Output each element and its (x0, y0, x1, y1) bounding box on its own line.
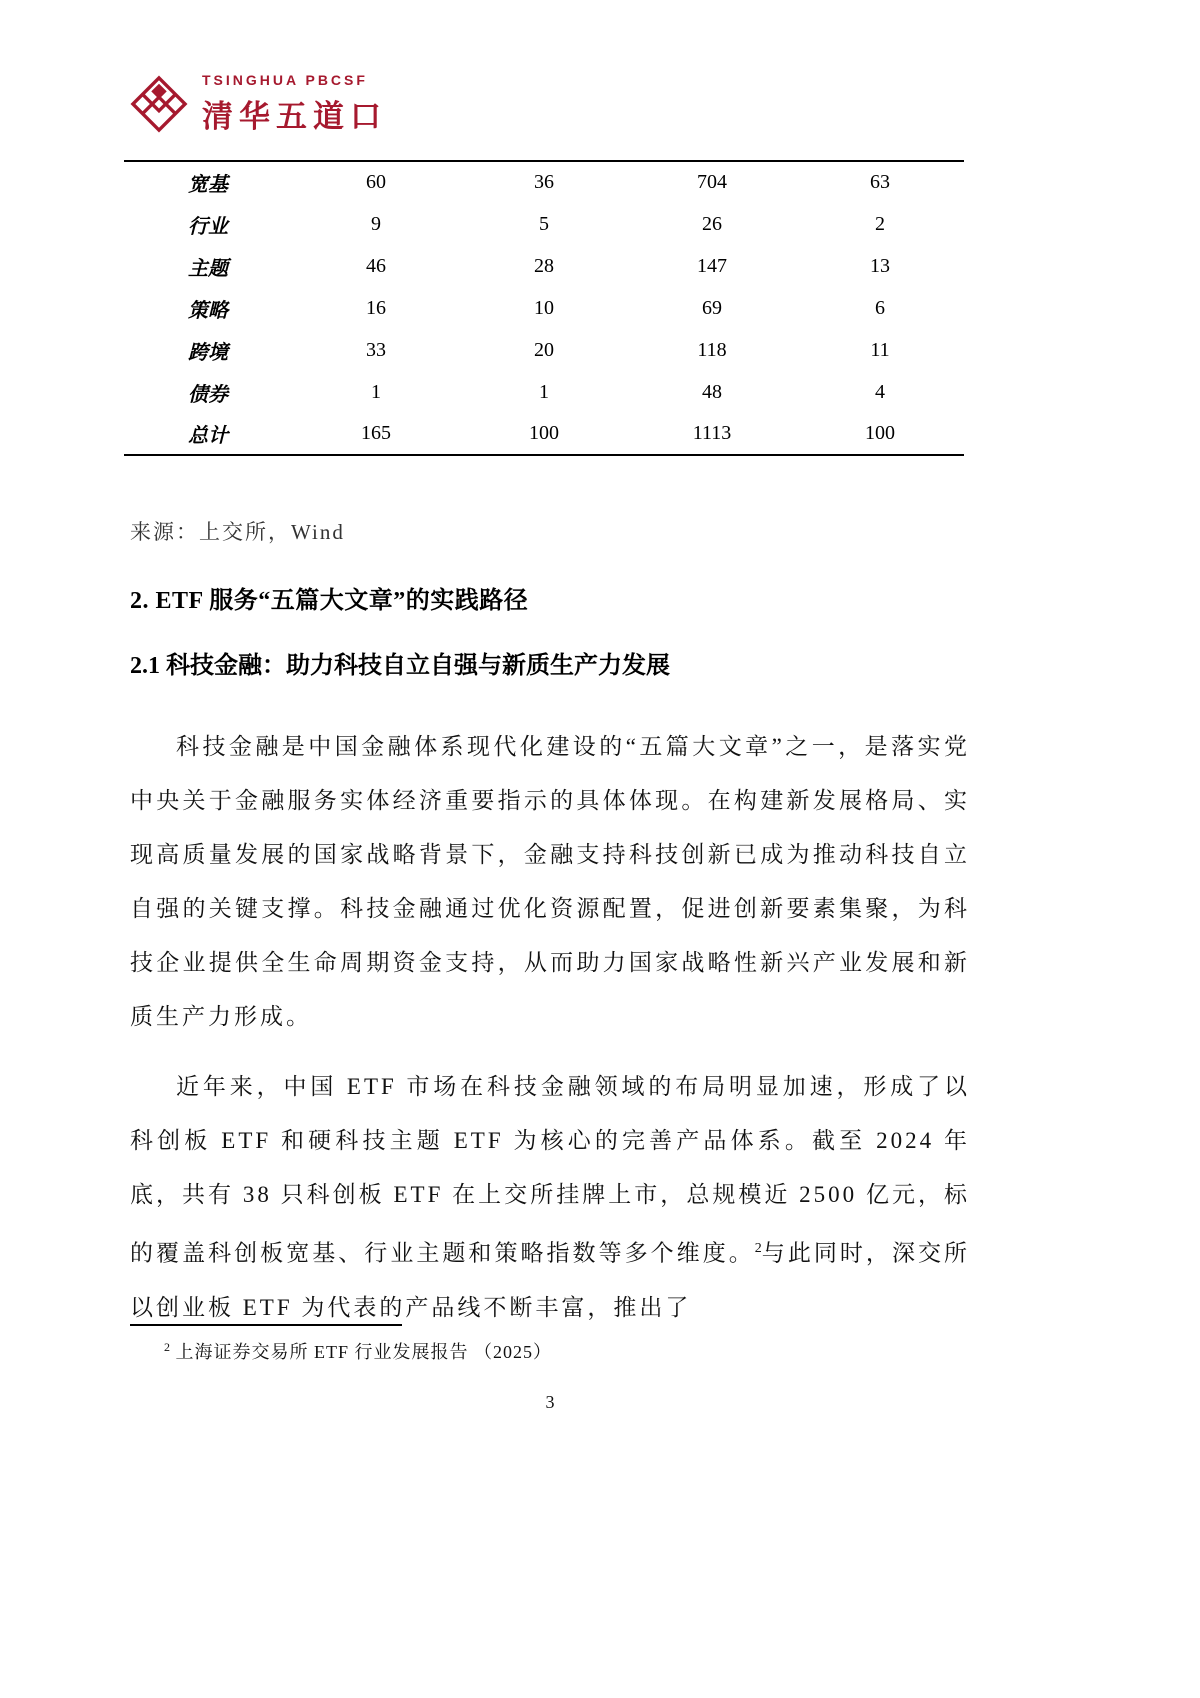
table-cell: 11 (870, 338, 890, 361)
paragraph-2 (130, 1060, 970, 1335)
paragraph-2-continued: 与此同时，深交所以创业板 ETF 为代表的产品线不断丰富，推出了 (130, 1240, 970, 1320)
table-cell: 69 (702, 296, 722, 319)
table-row (124, 413, 964, 455)
table-row (124, 161, 964, 203)
row-label: 宽基 (188, 174, 228, 196)
row-label: 策略 (188, 299, 228, 322)
table-cell: 9 (371, 212, 381, 235)
logo-text-en: TSINGHUA PBCSF (202, 72, 368, 88)
paragraph-2-text: 近年来，中国 ETF 市场在科技金融领域的布局明显加速，形成了以科创板 ETF 和硬科技主题 ETF 为核心的完善产品体系。截至 2024 年底，共有 38 只科创板 ETF 在上交所挂牌上市，总规模近 2500 亿元，标的覆盖科创板宽基、行业主题和策略指数等多个维度。 (130, 1074, 970, 1266)
table-cell: 6 (875, 296, 885, 319)
table-cell: 4 (875, 380, 885, 403)
table-row (124, 371, 964, 413)
table-cell: 36 (534, 171, 554, 193)
row-label: 总计 (188, 425, 228, 447)
row-label: 债券 (188, 383, 228, 406)
table-cell: 1 (371, 380, 381, 403)
footnote (130, 1324, 970, 1364)
table-cell: 704 (697, 171, 727, 193)
table-row (124, 287, 964, 329)
table-cell: 28 (534, 254, 554, 277)
table-cell: 10 (534, 296, 554, 319)
table-cell: 48 (702, 380, 722, 403)
paragraph-1: 科技金融是中国金融体系现代化建设的“五篇大文章”之一，是落实党中央关于金融服务实体经济重要指示的具体体现。在构建新发展格局、实现高质量发展的国家战略背景下，金融支持科技创新已成为推动科技自立自强的关键支撑。科技金融通过优化资源配置，促进创新要素集聚，为科技企业提供全生命周期资金支持，从而助力国家战略性新兴产业发展和新质生产力形成。 (130, 734, 970, 1029)
table-row (124, 203, 964, 245)
table-cell: 5 (539, 212, 549, 235)
table-cell: 26 (702, 212, 722, 235)
table-cell: 147 (697, 254, 727, 277)
footnote-body: 上海证券交易所 ETF 行业发展报告 （2025） (175, 1342, 552, 1362)
footnote-reference: 2 (754, 1241, 762, 1256)
table-cell: 2 (875, 212, 885, 235)
footnote-number: 2 (164, 1340, 170, 1354)
table-cell: 20 (534, 338, 554, 361)
page-number: 3 (545, 1392, 555, 1412)
table-cell: 60 (366, 171, 386, 193)
table-cell: 100 (865, 422, 895, 444)
logo-text (202, 72, 387, 136)
section-heading: 2. ETF 服务“五篇大文章”的实践路径 (130, 588, 529, 614)
table-cell: 1 (539, 380, 549, 403)
table-cell: 100 (529, 422, 559, 444)
table-cell: 1113 (692, 422, 732, 444)
table-row (124, 329, 964, 371)
table-cell: 165 (361, 422, 391, 444)
subsection-heading: 2.1 科技金融：助力科技自立自强与新质生产力发展 (130, 653, 670, 679)
table-row (124, 245, 964, 287)
footnote-text (130, 1338, 970, 1364)
tsinghua-pbcsf-logo-icon (130, 75, 188, 133)
table-cell: 46 (366, 254, 386, 277)
table-source: 来源：上交所，Wind (130, 520, 345, 544)
table-cell: 118 (697, 338, 727, 361)
row-label: 行业 (188, 215, 228, 238)
table-cell: 63 (870, 171, 890, 193)
table-cell: 33 (366, 338, 386, 361)
logo-text-zh: 清华五道口 (202, 99, 387, 134)
logo (130, 72, 970, 136)
table-cell: 13 (870, 254, 890, 277)
row-label: 跨境 (188, 341, 228, 364)
footnote-divider (130, 1324, 402, 1326)
table-cell: 16 (366, 296, 386, 319)
etf-category-table (124, 160, 964, 456)
row-label: 主题 (188, 257, 228, 280)
